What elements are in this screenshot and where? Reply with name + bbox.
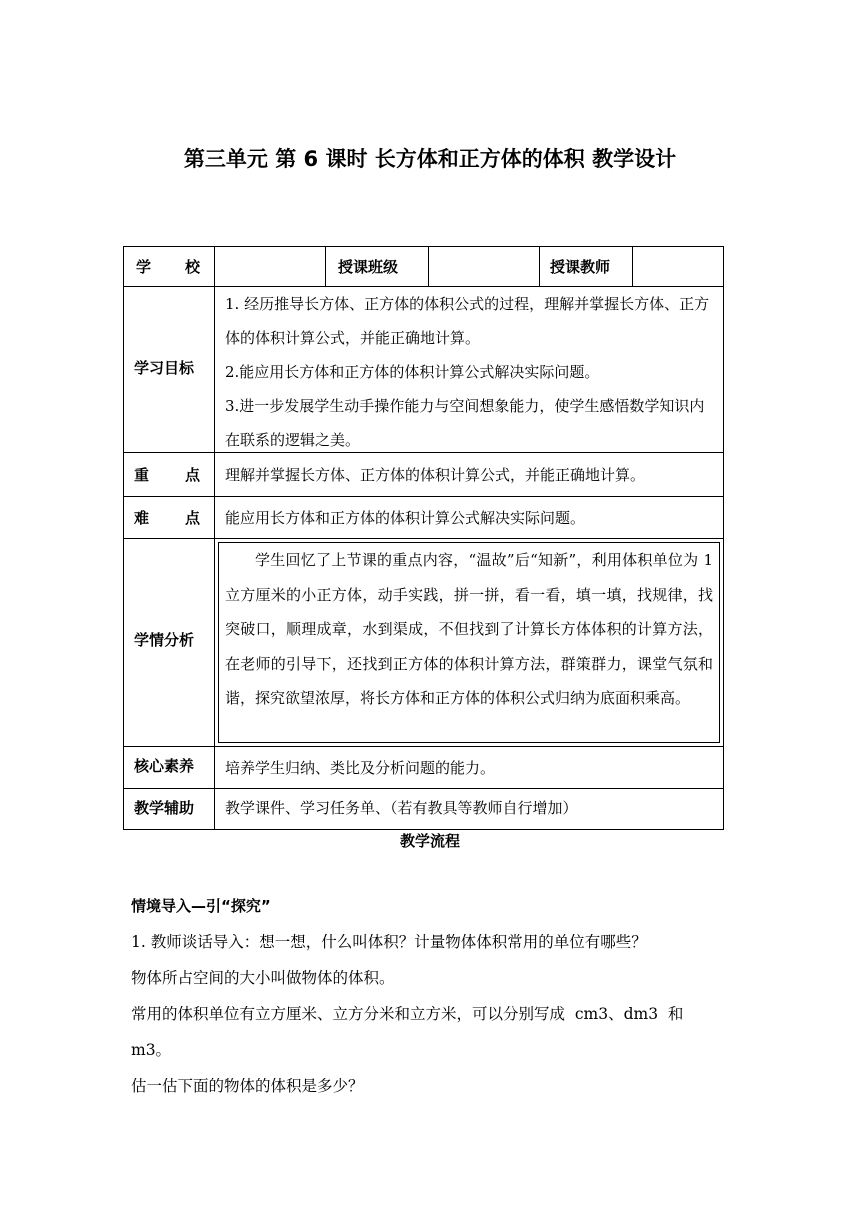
- school-label-char-1: 学: [136, 258, 152, 276]
- key-point-content-cell: [214, 452, 724, 497]
- core-content-cell: [214, 746, 724, 789]
- page-title: 第三单元 第 6 课时 长方体和正方体的体积 教学设计: [183, 147, 677, 171]
- class-label: 授课班级: [338, 258, 399, 276]
- core-label-cell: [123, 746, 215, 789]
- key-point-label-char-2: 点: [184, 466, 200, 484]
- analysis-label: 学情分析: [134, 631, 195, 649]
- aids-label-cell: [123, 788, 215, 830]
- objective-item: 1. 经历推导长方体、正方体的体积公式的过程，理解并掌握长方体、正方体的体积计算公式，并能正确地计算。: [225, 295, 710, 347]
- aids-label: 教学辅助: [134, 799, 195, 817]
- key-point-label-char-1: 重: [134, 466, 150, 484]
- aids-content-cell: [214, 788, 724, 830]
- objective-item: 2.能应用长方体和正方体的体积计算公式解决实际问题。: [225, 363, 600, 381]
- answer-2-line-1: 常用的体积单位有立方厘米、立方分米和立方米，可以分别写成 cm3、dm3 和: [131, 1005, 684, 1023]
- analysis-inner-frame: [218, 542, 720, 743]
- difficulty-content-cell: [214, 496, 724, 539]
- aids-text: 教学课件、学习任务单、（若有教具等教师自行增加）: [225, 799, 578, 817]
- difficulty-text: 能应用长方体和正方体的体积计算公式解决实际问题。: [225, 509, 586, 527]
- flow-title: 教学流程: [399, 832, 460, 850]
- teacher-label-cell: [539, 246, 633, 287]
- objectives-label: 学习目标: [134, 359, 195, 377]
- key-point-text: 理解并掌握长方体、正方体的体积计算公式，并能正确地计算。: [225, 466, 646, 484]
- question-1: 1. 教师谈话导入：想一想，什么叫体积？计量物体体积常用的单位有哪些？: [131, 933, 647, 951]
- key-point-label-cell: [123, 452, 215, 497]
- answer-1: 物体所占空间的大小叫做物体的体积。: [131, 969, 395, 987]
- difficulty-label-char-1: 难: [134, 509, 150, 527]
- teacher-label: 授课教师: [550, 258, 611, 276]
- school-value-cell: [214, 246, 326, 287]
- core-text: 培养学生归纳、类比及分析问题的能力。: [225, 759, 496, 777]
- core-label: 核心素养: [134, 757, 195, 775]
- question-2: 估一估下面的物体的体积是多少？: [131, 1077, 364, 1095]
- teacher-value-cell: [632, 246, 724, 287]
- section-heading: 情境导入—引“探究”: [131, 897, 271, 915]
- class-label-cell: [325, 246, 429, 287]
- school-label-char-2: 校: [184, 258, 200, 276]
- school-label-cell: [123, 246, 215, 287]
- analysis-label-cell: [123, 538, 215, 747]
- class-value-cell: [428, 246, 540, 287]
- objectives-label-cell: [123, 286, 215, 453]
- intro-section: [131, 888, 731, 1104]
- analysis-content-cell: [214, 538, 724, 747]
- objective-item: 3.进一步发展学生动手操作能力与空间想象能力，使学生感悟数学知识内在联系的逻辑之美。: [225, 397, 705, 449]
- objectives-content-cell: [214, 286, 724, 453]
- answer-2-line-2: m3。: [131, 1041, 172, 1059]
- difficulty-label-char-2: 点: [184, 509, 200, 527]
- analysis-text: 学生回忆了上节课的重点内容，“温故”后“知新”，利用体积单位为 1 立方厘米的小正方体，动手实践，拼一拼，看一看，填一填，找规律，找突破口，顺理成章，水到渠成，不但找到了计算长方体体积的计算方法，在老师的引导下，还找到正方体的体积计算方法，群策群力，课堂气氛和谐，探究欲望浓厚，将长方体和正方体的体积公式归纳为底面积乘高。: [225, 551, 713, 707]
- difficulty-label-cell: [123, 496, 215, 539]
